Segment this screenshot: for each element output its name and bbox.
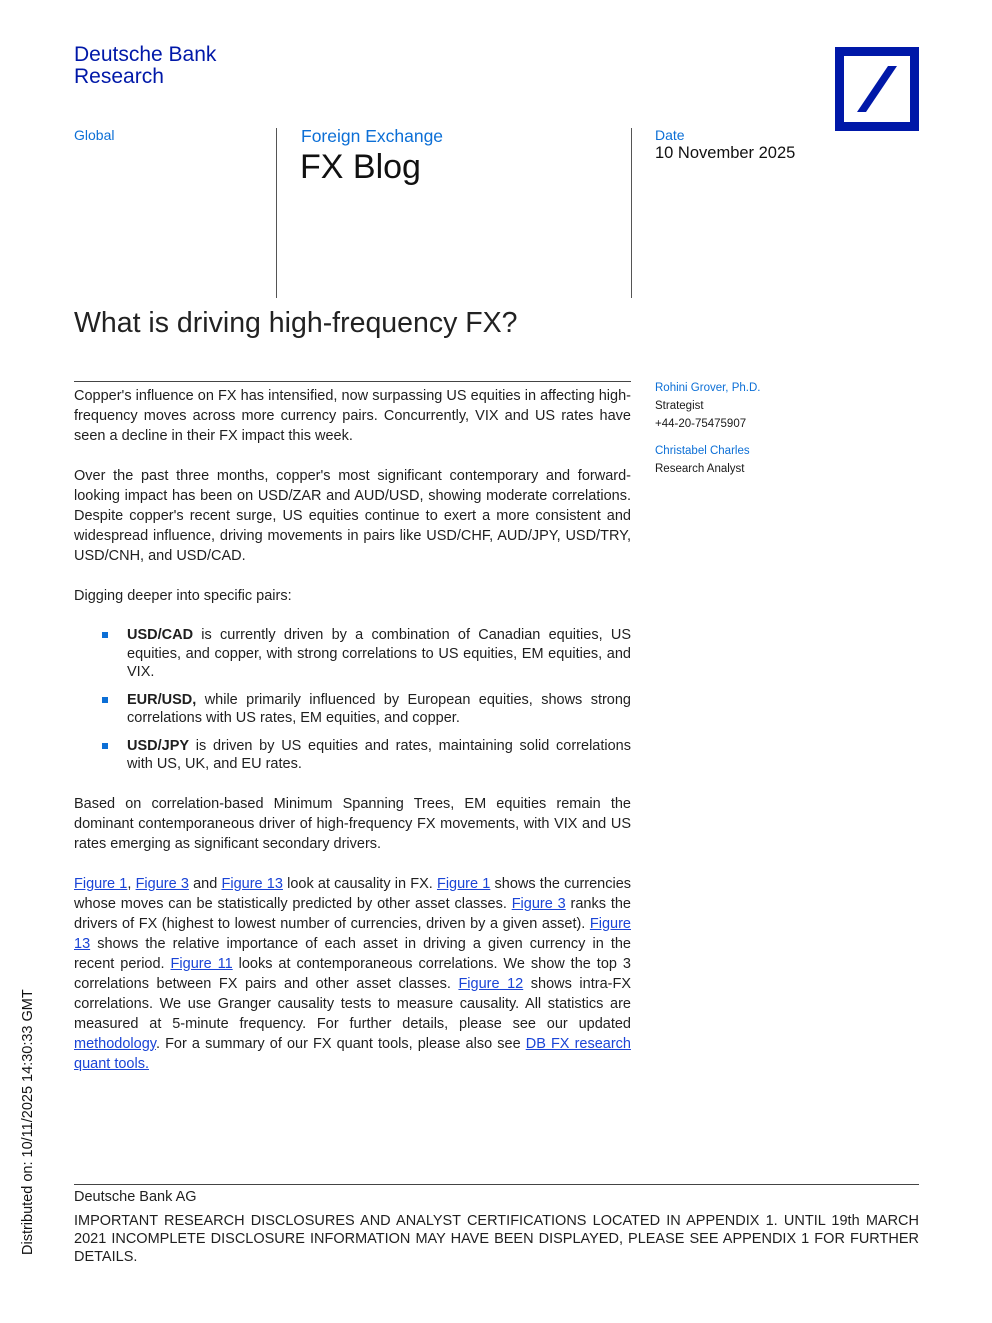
link-figure-12[interactable]: Figure 12 — [458, 975, 524, 992]
text-fragment: ranks the drivers of FX (highest to lowest number of currencies, driven by a given asset). — [74, 895, 631, 932]
publication-category: Foreign Exchange — [301, 126, 444, 146]
bullet-square-icon — [102, 743, 108, 749]
article-body — [74, 386, 631, 1094]
deutsche-bank-logo — [835, 47, 919, 131]
list-item — [127, 626, 631, 682]
text-fragment: looks at contemporaneous correlations. We show the top 3 correlations between FX pairs and other asset classes. — [74, 955, 631, 992]
analyst-name: Rohini Grover, Ph.D. — [655, 382, 761, 394]
brand-line-2: Research — [74, 65, 164, 88]
date-value: 10 November 2025 — [655, 144, 796, 162]
distribution-stamp: Distributed on: 10/11/2025 14:30:33 GMT — [20, 989, 36, 1255]
text-fragment: and — [188, 875, 222, 892]
paragraph-summary: Copper's influence on FX has intensified, now surpassing US equities in affecting high-frequency moves across more currency pairs. Concurrently, VIX and US rates have seen a decline in their FX impact this week. — [74, 388, 631, 444]
publication-title: FX Blog — [300, 148, 421, 186]
text-fragment: shows intra-FX correlations. We use Granger causality tests to measure causality. All statistics are measured at 5-minute frequency. For further details, please see our updated — [74, 975, 631, 1032]
pair-bullet-list — [74, 626, 631, 774]
link-figure-13[interactable]: Figure 13 — [74, 915, 631, 952]
bullet-square-icon — [102, 632, 108, 638]
text-fragment: . For a summary of our FX quant tools, please also see — [155, 1035, 526, 1052]
footer-disclosure: IMPORTANT RESEARCH DISCLOSURES AND ANALYST CERTIFICATIONS LOCATED IN APPENDIX 1. UNTIL 19th MARCH 2021 INCOMPLETE DISCLOSURE INFORMATION MAY HAVE BEEN DISPLAYED, PLEASE SEE APPENDIX 1 FOR FURTHER DETAILS. — [74, 1213, 919, 1265]
header-divider-left — [276, 128, 277, 298]
brand-name — [74, 44, 216, 88]
analyst-1 — [655, 379, 760, 433]
footer-company: Deutsche Bank AG — [74, 1189, 197, 1205]
analyst-role: Strategist — [655, 400, 704, 412]
date-label: Date — [655, 127, 685, 143]
pair-name: USD/JPY — [127, 737, 190, 754]
analyst-phone: +44-20-75475907 — [655, 418, 747, 430]
text-fragment: shows the currencies whose moves can be statistically predicted by other asset classes. — [74, 875, 632, 912]
footer-rule — [74, 1184, 919, 1185]
link-figure-13[interactable]: Figure 13 — [221, 875, 283, 892]
brand-line-1: Deutsche Bank — [74, 43, 217, 66]
pair-description: is driven by US equities and rates, maintaining solid correlations with US, UK, and EU rates. — [127, 737, 631, 772]
text-fragment: look at causality in FX. — [282, 875, 437, 892]
analyst-2 — [655, 442, 750, 478]
link-figure-11[interactable]: Figure 11 — [170, 955, 233, 972]
link-methodology[interactable]: methodology — [74, 1035, 156, 1052]
link-figure-1[interactable]: Figure 1 — [436, 875, 491, 892]
pair-name: EUR/USD, — [127, 691, 197, 708]
link-figure-3[interactable]: Figure 3 — [511, 895, 566, 912]
list-item — [127, 691, 631, 728]
link-quant-tools[interactable]: DB FX research quant tools. — [74, 1035, 631, 1072]
header-divider-right — [631, 128, 632, 298]
headline-rule — [74, 381, 631, 382]
pair-description: while primarily influenced by European equities, shows strong correlations with US rates, EM equities, and copper. — [127, 691, 631, 726]
link-figure-1[interactable]: Figure 1 — [74, 875, 128, 892]
paragraph-intro-pairs: Digging deeper into specific pairs: — [74, 588, 292, 604]
analyst-role: Research Analyst — [655, 463, 745, 475]
pair-description: is currently driven by a combination of Canadian equities, US equities, and copper, with strong correlations to US equities, EM equities, and VIX. — [127, 627, 631, 680]
list-item — [127, 737, 631, 774]
text-fragment: , — [127, 875, 136, 892]
bullet-square-icon — [102, 697, 108, 703]
link-figure-3[interactable]: Figure 3 — [135, 875, 189, 892]
text-fragment: shows the relative importance of each asset in driving a given currency in the recent period. — [74, 935, 631, 972]
pair-name: USD/CAD — [127, 627, 194, 643]
paragraph-copper: Over the past three months, copper's most significant contemporary and forward-looking impact has been on USD/ZAR and AUD/USD, showing moderate correlations. Despite copper's recent surge, US equities continue to exert a more consistent and widespread influence, driving movements in pairs like USD/CHF, AUD/JPY, USD/TRY, USD/CNH, and USD/CAD. — [74, 468, 631, 564]
article-headline: What is driving high-frequency FX? — [74, 307, 518, 339]
paragraph-figures — [74, 874, 631, 1074]
analyst-name: Christabel Charles — [655, 445, 750, 457]
paragraph-mst: Based on correlation-based Minimum Spanning Trees, EM equities remain the dominant contemporaneous driver of high-frequency FX movements, with VIX and US rates emerging as significant secondary drivers. — [74, 795, 631, 852]
region-label: Global — [74, 127, 115, 143]
